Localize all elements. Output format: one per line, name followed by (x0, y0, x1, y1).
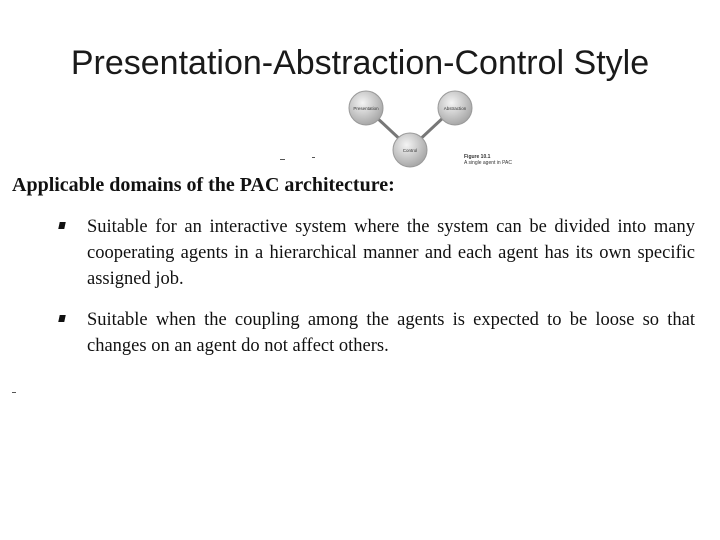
list-item (55, 307, 695, 359)
figure-caption-title: Figure 10.1 (464, 154, 491, 160)
abstraction-node-label: Abstraction (443, 106, 467, 111)
section-heading: Applicable domains of the PAC architecture: (12, 174, 395, 196)
scan-artifact-mark (280, 159, 285, 160)
control-node-label: Control (402, 148, 418, 153)
bullet-list (55, 214, 695, 374)
slide-title: Presentation-Abstraction-Control Style (70, 44, 650, 82)
bullet-marker (58, 222, 65, 229)
list-item (55, 214, 695, 292)
scan-artifact-mark (12, 392, 16, 393)
bullet-marker (58, 315, 65, 322)
figure-caption-text: A single agent in PAC (464, 160, 512, 166)
presentation-node-label: Presentation (353, 106, 379, 111)
scan-artifact-mark (312, 157, 315, 158)
list-item-text: Suitable for an interactive system where the system can be divided into many cooperating agents in a hierarchical manner and each agent has its own specific assigned job. (87, 217, 695, 289)
figure-caption (464, 154, 512, 166)
list-item-text: Suitable when the coupling among the agents is expected to be loose so that changes on an agent do not affect others. (87, 310, 695, 356)
